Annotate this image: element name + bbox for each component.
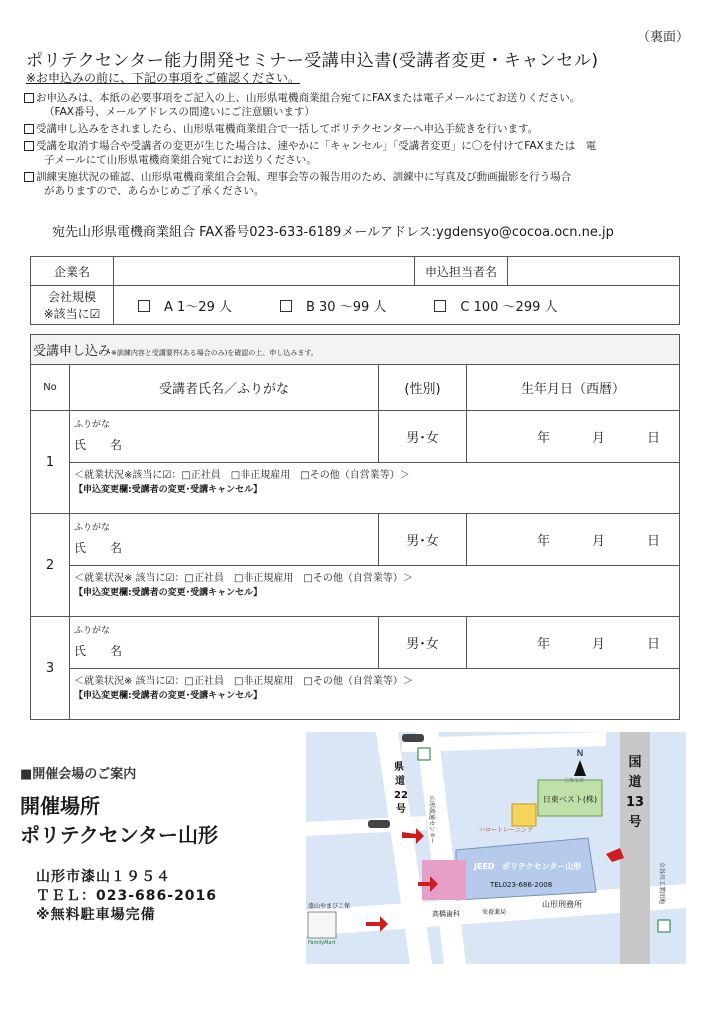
hello-training-mascot [512, 804, 536, 826]
hello-training-label: ハロートレーニング [479, 827, 533, 834]
destination-line: 宛先山形県電機商業組合 FAX番号023-633-6189メールアドレス:ygdensyo@cocoa.ocn.ne.jp [52, 225, 614, 240]
center-tel-label: TEL023-686-2008 [490, 881, 553, 889]
pref-road-label-3: 22 [394, 790, 408, 801]
company-input[interactable] [114, 257, 415, 286]
size-option-a[interactable]: A 1～29 人 [138, 296, 232, 315]
employment-status[interactable]: ＜就業状況※ 該当に☑：□正社員 □非正規雇用 □その他（自営業等）＞ 【申込変更欄:受講者の変更･受講キャンセル】 [70, 566, 680, 617]
checkbox-icon [24, 124, 34, 134]
venue-parking: ※無料駐車場完備 [36, 907, 156, 923]
birth-date-input[interactable]: 年 月 日 [467, 514, 680, 566]
contact-input[interactable] [508, 257, 680, 286]
checkbox-icon [24, 141, 34, 151]
station-label: 漆山やまびこ保 [308, 903, 351, 910]
gender-select[interactable]: 男･女 [379, 514, 467, 566]
column-name: 受講者氏名／ふりがな [70, 365, 379, 411]
pref-road-label-2: 道 [395, 776, 405, 787]
venue-tel: ＴＥＬ：023-686-2016 [36, 888, 218, 904]
company-form [30, 256, 680, 325]
row-number: 2 [31, 514, 70, 617]
venue-place [20, 792, 218, 850]
ryutsu-label: 山形流通センター [428, 796, 435, 844]
size-option-b[interactable]: B 30 ～99 人 [280, 296, 386, 315]
row-number: 3 [31, 617, 70, 720]
note-item: 訓練実施状況の確認、山形県電機商業組合会報、理事会等の報告用のため、訓練中に写真及び動画撮影を行う場合 がありますので、あらかじめご了承ください。 [24, 170, 692, 198]
center-annex [422, 860, 466, 900]
checkbox-icon [24, 93, 34, 103]
employment-status[interactable]: ＜就業状況※ 該当に☑：□正社員 □非正規雇用 □その他（自営業等）＞ 【申込変更欄:受講者の変更･受講キャンセル】 [70, 669, 680, 720]
size-option-c[interactable]: C 100 ～299 人 [434, 296, 557, 315]
name-input[interactable]: ふりがな 氏 名 [70, 617, 379, 669]
contact-label: 申込担当者名 [415, 257, 508, 286]
station-building [308, 912, 336, 938]
traffic-light-icon [402, 734, 424, 742]
name-input[interactable]: ふりがな 氏 名 [70, 514, 379, 566]
venue-address: 山形市漆山１９５４ [36, 869, 171, 885]
jeed-brand: JEED [474, 862, 495, 871]
seven-eleven-icon [418, 748, 430, 760]
birth-date-input[interactable]: 年 月 日 [467, 411, 680, 463]
name-input[interactable]: ふりがな 氏 名 [70, 411, 379, 463]
notice-heading: ※お申込みの前に、下記の事項をご確認ください。 [26, 71, 301, 85]
route-13-label-4: 号 [628, 815, 642, 830]
application-header: 受講申し込み※訓練内容と受講要件(ある場合のみ)を確認の上、申し込みます。 [31, 335, 680, 365]
note-item: お申込みは、本紙の必要事項をご記入の上、山形県電機商業組合宛てにFAXまたは電子メールにてお送りください。 （FAX番号、メールアドレスの間違いにご注意願います） [24, 91, 692, 119]
note-item: 受講申し込みをされましたら、山形県電機商業組合で一括してポリテクセンターへ申込手続きを行います。 [24, 122, 692, 136]
company-label: 企業名 [31, 257, 114, 286]
prison-label: 山形刑務所 [542, 900, 582, 909]
birth-date-input[interactable]: 年 月 日 [467, 617, 680, 669]
size-options [114, 286, 680, 325]
gender-select[interactable]: 男･女 [379, 617, 467, 669]
industrial-park-label: 立谷川工業団地 [658, 862, 665, 905]
row-number: 1 [31, 411, 70, 514]
center-name-label: ポリテクセンター山形 [502, 862, 582, 871]
table-row [31, 617, 680, 669]
checkbox-icon [24, 172, 34, 182]
pharmacy-label: 栄養薬局 [482, 909, 507, 916]
traffic-light-icon [368, 820, 390, 828]
table-row [31, 411, 680, 463]
venue-place-label: 開催場所 [20, 794, 100, 818]
pref-road-label-4: 号 [396, 804, 406, 815]
gender-select[interactable]: 男･女 [379, 411, 467, 463]
nittou-label: 日東ベスト(株) [542, 795, 598, 804]
overpass-label: 立体交差 [564, 778, 585, 784]
application-table [30, 334, 680, 720]
venue-info [36, 868, 217, 925]
page-side-label: （裏面） [636, 30, 689, 45]
venue-heading: ■開催会場のご案内 [20, 767, 137, 782]
checkbox-icon[interactable] [434, 300, 446, 312]
table-row [31, 514, 680, 566]
dental-label: 高橋歯科 [432, 910, 460, 918]
north-arrow: N [576, 749, 584, 759]
pref-road-label-1: 県 [394, 762, 404, 773]
venue-map [306, 732, 686, 964]
note-item: 受講を取消す場合や受講者の変更が生じた場合は、速やかに「キャンセル」「受講者変更」に〇を付けてFAXまたは 電 子メールにて山形県電機商業組合宛てにお送りください。 [24, 139, 692, 167]
size-label: 会社規模 ※該当に☑ [31, 286, 114, 325]
employment-status[interactable]: ＜就業状況※該当に☑：□正社員 □非正規雇用 □その他（自営業等）＞ 【申込変更欄:受講者の変更･受講キャンセル】 [70, 463, 680, 514]
route-13-label-2: 道 [628, 775, 642, 790]
seven-eleven-icon [658, 920, 670, 932]
checkbox-icon[interactable] [138, 300, 150, 312]
column-birth: 生年月日（西暦） [467, 365, 680, 411]
notes-list [24, 91, 692, 201]
column-gender: (性別) [379, 365, 467, 411]
route-13-label-3: 13 [625, 795, 645, 810]
page-title: ポリテクセンター能力開発セミナー受講申込書(受講者変更・キャンセル) [26, 51, 599, 71]
venue-place-name: ポリテクセンター山形 [20, 823, 218, 847]
checkbox-icon[interactable] [280, 300, 292, 312]
column-no: No [31, 365, 70, 411]
familymart-label: FamilyMart [308, 940, 336, 946]
route-13-label-1: 国 [628, 755, 642, 770]
